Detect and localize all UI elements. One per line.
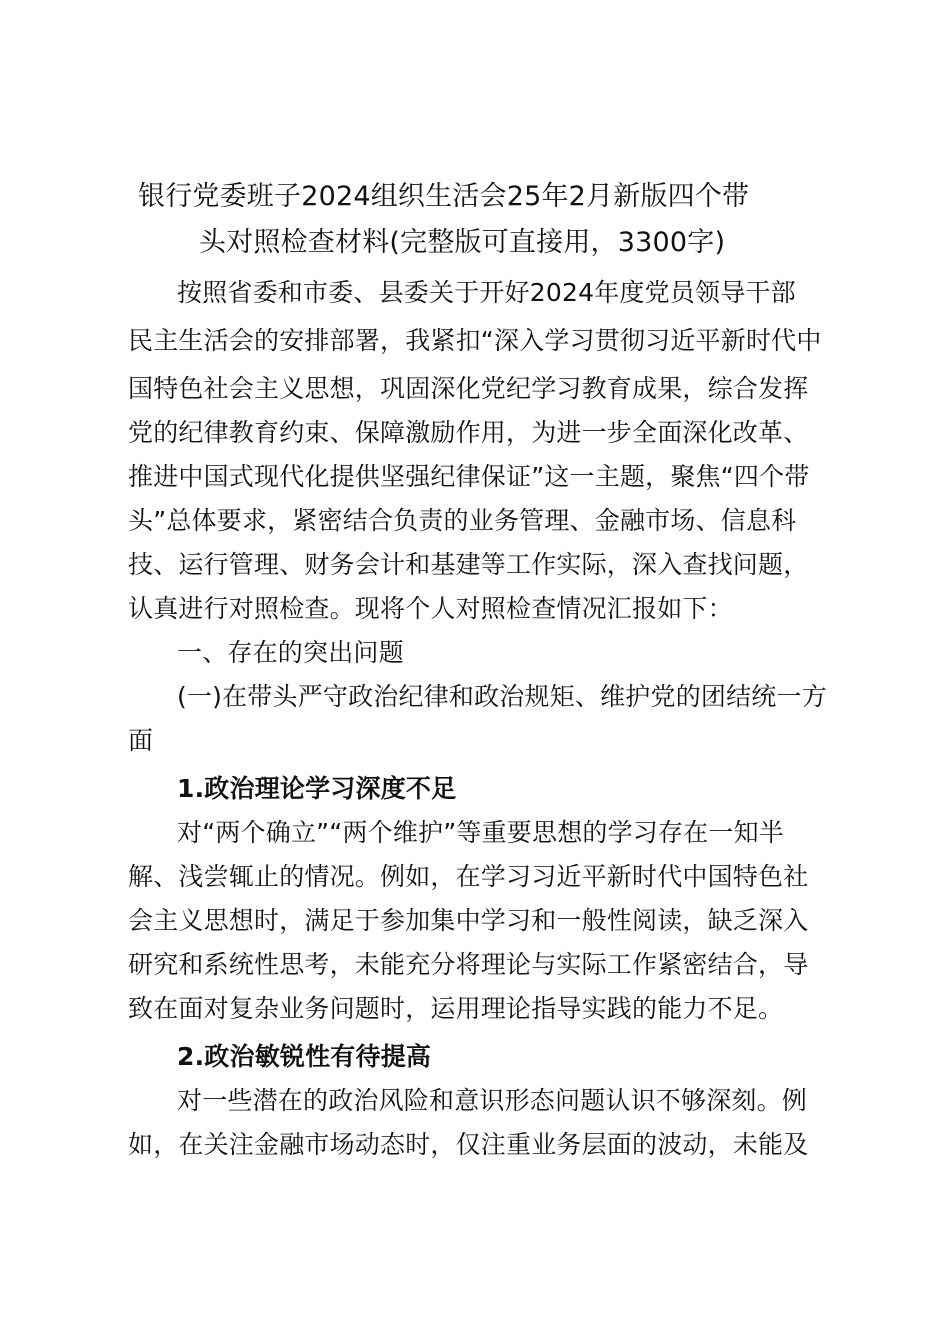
item-1-heading: 1.政治理论学习深度不足 xyxy=(177,774,457,803)
section-heading: 一、存在的突出问题 xyxy=(177,638,404,667)
document-title-line-2: 头对照检查材料(完整版可直接用，3300字) xyxy=(199,227,726,258)
subsection-heading-line-1: (一)在带头严守政治纪律和政治规矩、维护党的团结统一方 xyxy=(177,682,827,711)
item-1-line-5: 致在面对复杂业务问题时，运用理论指导实践的能力不足。 xyxy=(128,994,784,1023)
intro-line-3: 国特色社会主义思想，巩固深化党纪学习教育成果，综合发挥 xyxy=(128,374,809,403)
intro-line-7: 技、运行管理、财务会计和基建等工作实际，深入查找问题， xyxy=(128,550,809,579)
intro-line-2: 民主生活会的安排部署，我紧扣“深入学习贯彻习近平新时代中 xyxy=(128,326,822,355)
item-1-line-1: 对“两个确立”“两个维护”等重要思想的学习存在一知半 xyxy=(177,818,785,847)
item-2-line-2: 如，在关注金融市场动态时，仅注重业务层面的波动，未能及 xyxy=(128,1130,809,1159)
item-2-heading: 2.政治敏锐性有待提高 xyxy=(177,1042,432,1071)
item-2-line-1: 对一些潜在的政治风险和意识形态问题认识不够深刻。例 xyxy=(177,1086,808,1115)
intro-line-6: 头”总体要求，紧密结合负责的业务管理、金融市场、信息科 xyxy=(128,506,797,535)
subsection-heading-line-2: 面 xyxy=(128,726,154,755)
item-1-line-3: 会主义思想时，满足于参加集中学习和一般性阅读，缺乏深入 xyxy=(128,906,809,935)
document-title-line-1: 银行党委班子2024组织生活会25年2月新版四个带 xyxy=(138,181,750,212)
intro-line-4: 党的纪律教育约束、保障激励作用，为进一步全面深化改革、 xyxy=(128,418,809,447)
item-1-line-2: 解、浅尝辄止的情况。例如，在学习习近平新时代中国特色社 xyxy=(128,862,809,891)
intro-line-1: 按照省委和市委、县委关于开好2024年度党员领导干部 xyxy=(177,278,796,307)
intro-line-5: 推进中国式现代化提供坚强纪律保证”这一主题，聚焦“四个带 xyxy=(128,462,810,491)
item-1-line-4: 研究和系统性思考，未能充分将理论与实际工作紧密结合，导 xyxy=(128,950,809,979)
intro-line-8: 认真进行对照检查。现将个人对照检查情况汇报如下： xyxy=(128,594,733,623)
